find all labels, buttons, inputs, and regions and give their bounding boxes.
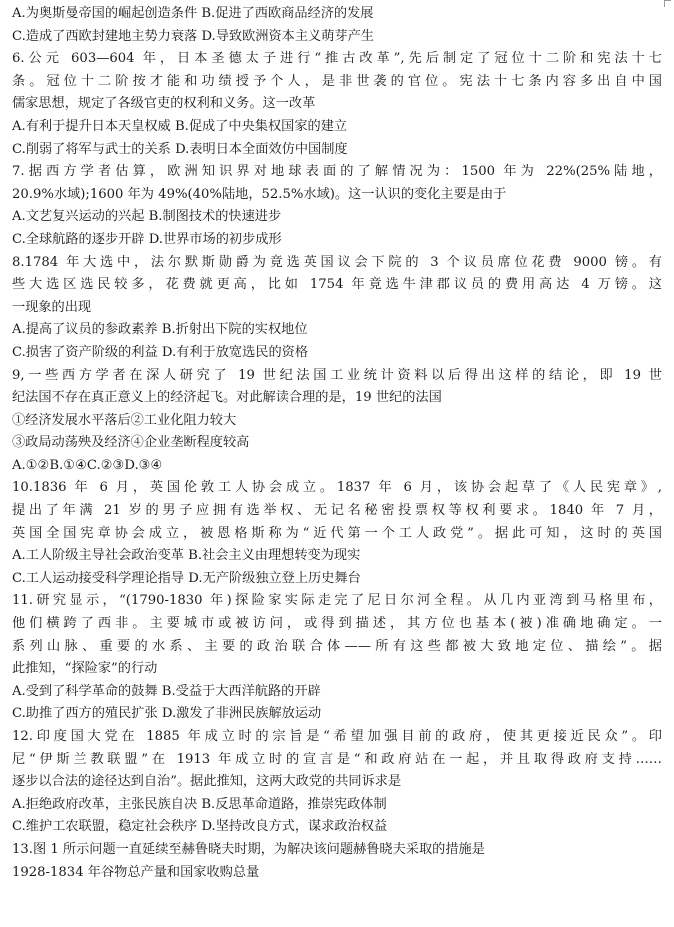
question-6-stem: 6.公元 603—604 年，日本圣德太子进行“推古改革”,先后制定了冠位十二阶和宪法十七	[12, 51, 662, 67]
question-9-statements: ③政局动荡殃及经济④企业垄断程度较高	[12, 435, 250, 451]
option-line: A.拒绝政府改革，主张民族自决 B.反思革命道路，推崇宪政体制	[12, 796, 387, 812]
question-7-stem: 7.据西方学者估算，欧洲知识界对地球表面的了解情况为：1500 年为 22%(25%陆地，	[12, 164, 662, 180]
question-12-stem: 逐步以合法的途径达到自治”。据此推知，这两大政党的共同诉求是	[12, 774, 402, 790]
option-line: C.损害了资产阶级的利益 D.有利于放宽选民的资格	[12, 344, 309, 360]
question-8-stem: 8.1784 年大选中，法尔默斯勋爵为竟选英国议会下院的 3 个议员席位花费 9000 镑。有	[12, 254, 662, 270]
question-9-statements: ①经济发展水平落后②工业化阻力较大	[12, 412, 237, 428]
question-12-stem: 尼“伊斯兰教联盟”在 1913 年成立时的宣言是“和政府站在一起，并且取得政府支持……	[12, 751, 662, 767]
question-10-stem: 提出了年满 21 岁的男子应拥有选举权、无记名秘密投票权等权利要求。1840 年 7 月，	[12, 503, 662, 519]
option-line: A.为奥斯曼帝国的崛起创造条件 B.促进了西欧商品经济的发展	[12, 6, 374, 21]
option-line: C.削弱了将军与武士的关系 D.表明日本全面效仿中国制度	[12, 141, 348, 157]
option-line: C.造成了西欧封建地主势力衰落 D.导致欧洲资本主义萌芽产生	[12, 28, 374, 44]
option-line: A.有利于提升日本天皇权威 B.促成了中央集权国家的建立	[12, 118, 348, 134]
option-line: A.提高了议员的参政素养 B.折射出下院的实权地位	[12, 322, 308, 338]
option-line: A.文艺复兴运动的兴起 B.制图技术的快速进步	[12, 209, 282, 225]
question-6-stem: 条。冠位十二阶按才能和功绩授予个人，是非世袭的官位。宪法十七条内容多出自中国	[12, 73, 662, 89]
option-line: A.工人阶级主导社会政治变革 B.社会主义由理想转变为现实	[12, 548, 361, 564]
question-11-stem: 11.研究显示，“(1790-1830 年)探险家实际走完了尼日尔河全程。从几内亚湾到马格里布，	[12, 593, 662, 609]
option-line: C.助推了西方的殖民扩张 D.激发了非洲民族解放运动	[12, 706, 322, 722]
figure-caption: 1928-1834 年谷物总产量和国家收购总量	[12, 864, 260, 880]
question-10-stem: 英国全国宪章协会成立，被恩格斯称为“近代第一个工人政党”。据此可知，这时的英国	[12, 525, 662, 541]
question-7-stem: 20.9%水域);1600 年为 49%(40%陆地，52.5%水域)。这一认识的变化主要是由于	[12, 186, 507, 202]
question-11-stem: 此推知，“探险家”的行动	[12, 661, 158, 677]
option-line: A.受到了科学革命的鼓舞 B.受益于大西洋航路的开辟	[12, 683, 321, 699]
option-line: A.①②B.①④C.②③D.③④	[12, 457, 163, 473]
page-corner-mark	[664, 0, 671, 7]
option-line: C.维护工农联盟，稳定社会秩序 D.坚持改良方式，谋求政治权益	[12, 819, 388, 835]
question-8-stem: 一现象的出现	[12, 299, 92, 315]
question-10-stem: 10.1836 年 6 月，英国伦敦工人协会成立。1837 年 6 月，该协会起草了《人民宪章》,	[12, 480, 662, 496]
option-line: C.工人运动接受科学理论指导 D.无产阶级独立登上历史舞台	[12, 570, 361, 586]
option-line: C.全球航路的逐步开辟 D.世界市场的初步成形	[12, 231, 282, 247]
exam-document	[12, 3, 662, 884]
question-12-stem: 12.印度国大党在 1885 年成立时的宗旨是“希望加强目前的政府，使其更接近民众”。印	[12, 729, 662, 744]
question-13-stem: 13.图 1 所示问题一直延续至赫鲁晓夫时期，为解决该问题赫鲁晓夫采取的措施是	[12, 841, 485, 857]
question-6-stem: 儒家思想，规定了各级官吏的权利和义务。这一改革	[12, 96, 316, 112]
question-9-stem: 纪法国不存在真正意义上的经济起飞。对此解读合理的是，19 世纪的法国	[12, 390, 442, 406]
question-11-stem: 系列山脉、重要的水系、主要的政治联合体——所有这些都被大致地定位、描绘”。据	[12, 638, 662, 654]
question-11-stem: 他们横跨了西非。主要城市或被访问，或得到描述，其方位也基本(被)准确地确定。一	[12, 616, 662, 632]
question-8-stem: 些大选区选民较多，花费就更高，比如 1754 年竟选牛津郡议员的费用高达 4 万镑。这	[12, 277, 662, 293]
question-9-stem: 9,一些西方学者在深人研究了 19 世纪法国工业统计资料以后得出这样的结论，即 19 世	[12, 367, 662, 383]
